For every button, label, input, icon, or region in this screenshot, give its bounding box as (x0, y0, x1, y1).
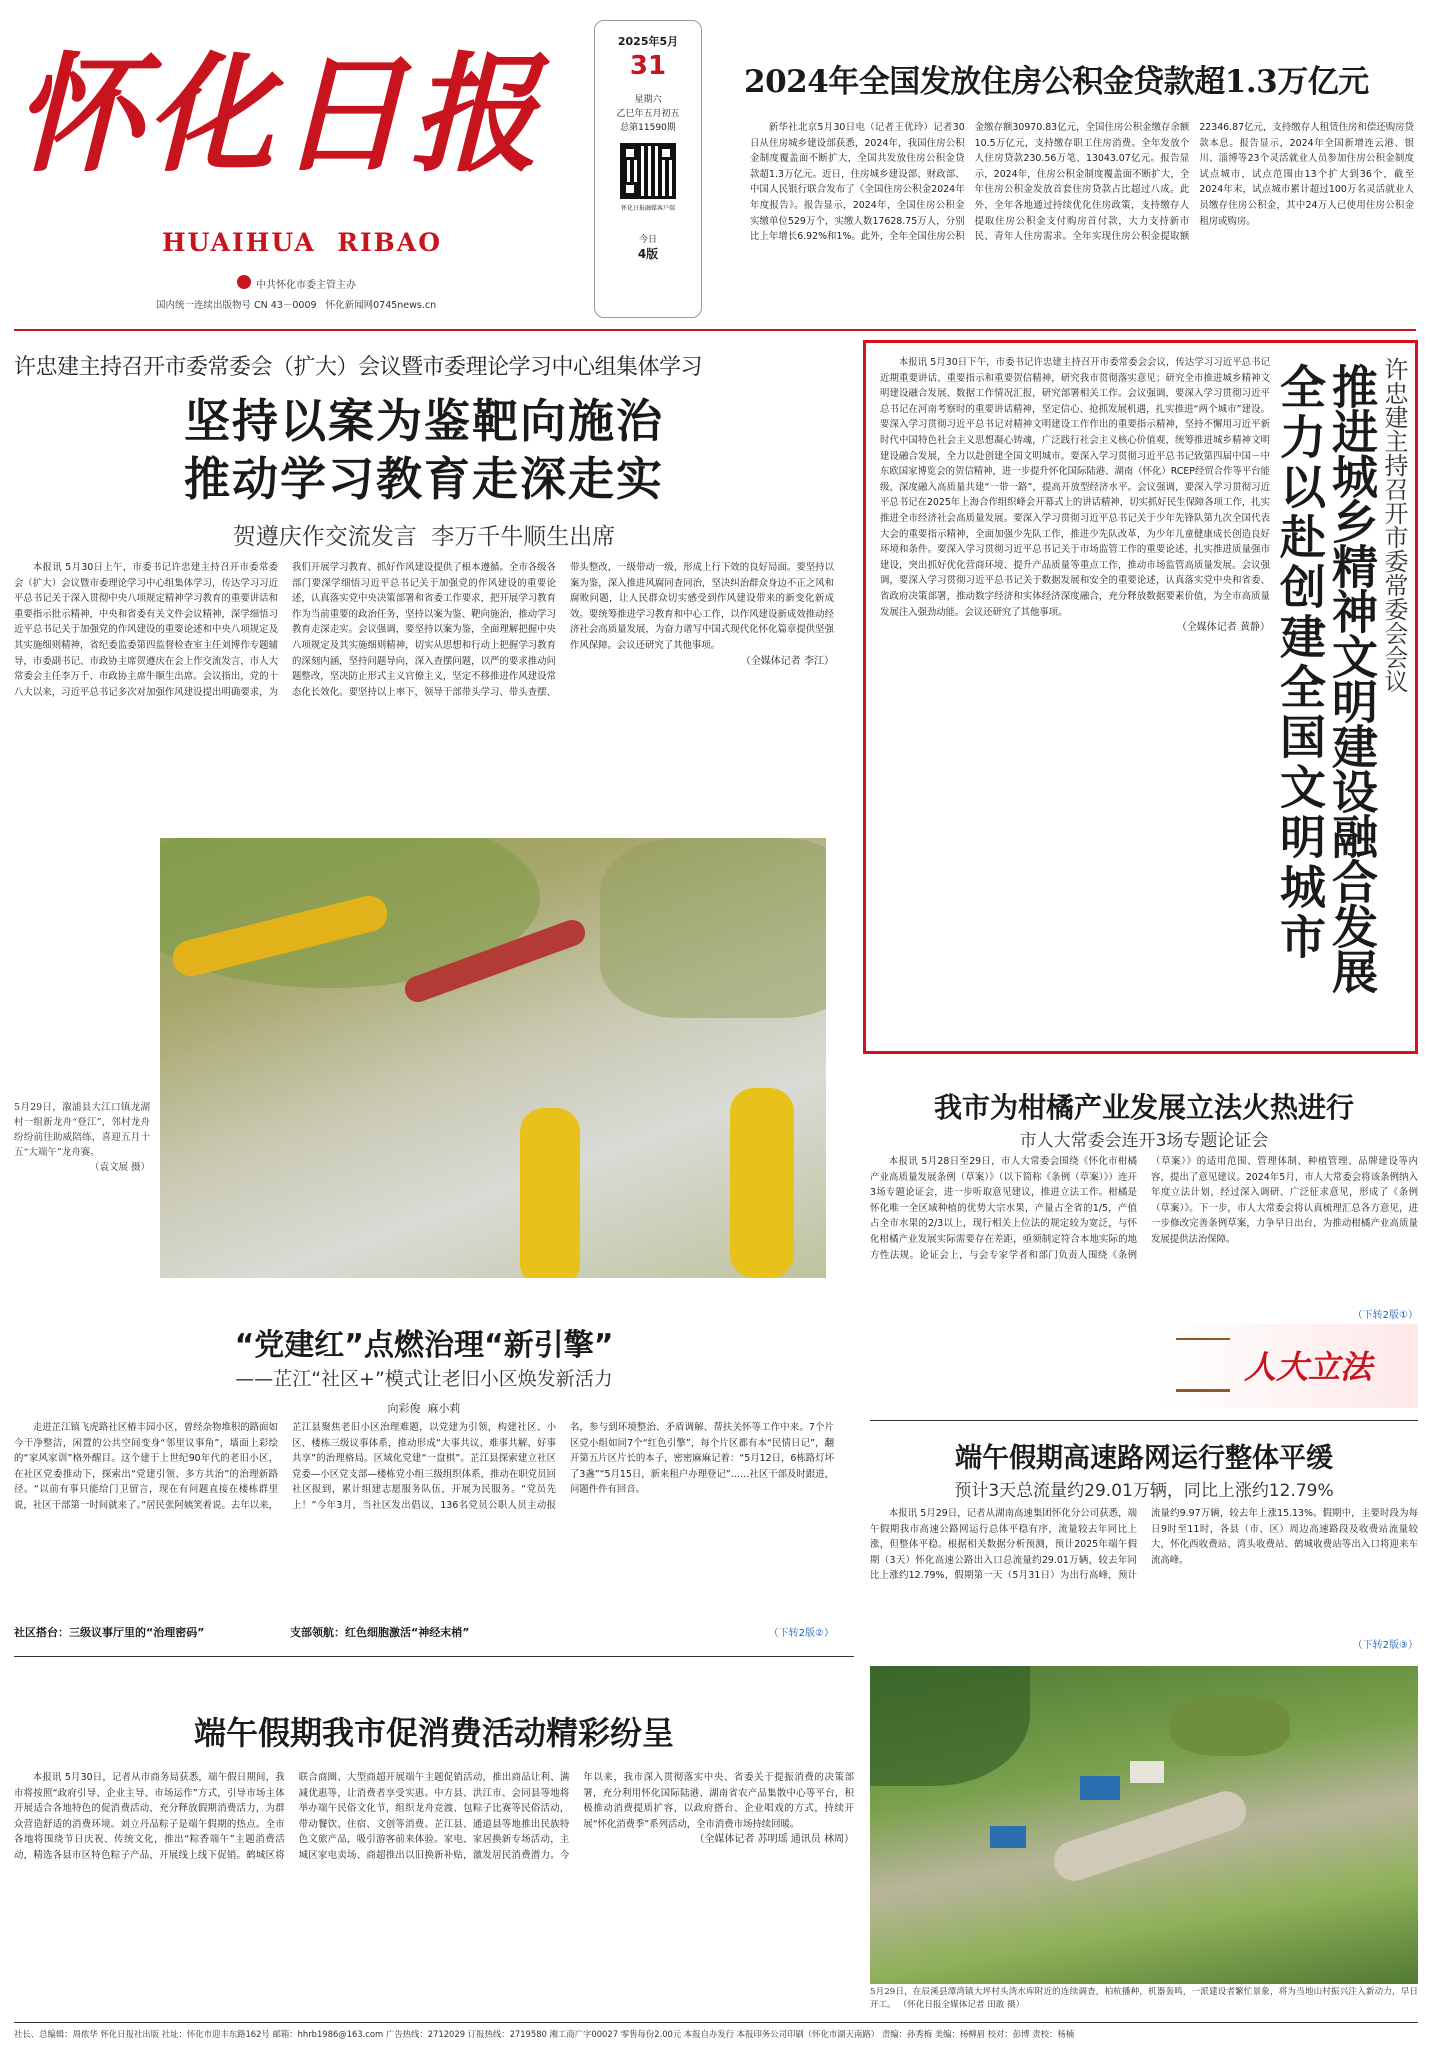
consumption-body (14, 1770, 854, 2014)
newspaper-logo: 怀化日报 (14, 40, 543, 190)
party-subheading-a: 社区搭台：三级议事厅里的“治理密码” (14, 1626, 205, 1639)
highway-continue[interactable]: （下转2版③） (1352, 1640, 1418, 1651)
top-story-headline[interactable]: 2024年全国发放住房公积金贷款超1.3万亿元 (744, 64, 1369, 100)
party-emblem-icon (237, 275, 251, 289)
lead-right-body (880, 355, 1270, 1045)
village-photo (870, 1666, 1418, 1984)
lead-right-kicker: 许忠建主持召开市委常委会会议 (1380, 357, 1408, 693)
footer-divider (14, 2022, 1418, 2023)
village-caption-text: 5月29日，在辰溪县潭湾镇大坪村头湾水库附近的连续调查，柏杭播种，机器轰鸣，一派建设者繁忙景象，将为当地山村振兴注入新动力，早日开工。 (870, 1987, 1418, 2010)
lunar-date: 乙巳年五月初五 (616, 109, 680, 119)
page-count: 4版 (637, 247, 659, 261)
npc-legislation-logo (1160, 1324, 1418, 1408)
divider-citrus (870, 1420, 1418, 1421)
weekday: 星期六 (634, 95, 662, 105)
village-caption (870, 1986, 1418, 2012)
highway-body (870, 1506, 1418, 1636)
party-subheading-b: 支部领航：红色细胞激活“神经末梢” (290, 1626, 470, 1639)
masthead (0, 0, 1430, 326)
masthead-divider (14, 329, 1416, 331)
lead-left-headline-line1: 坚持以案为鉴靶向施治 (184, 394, 664, 448)
lead-right-box (863, 340, 1418, 1054)
party-headline[interactable]: “党建红”点燃治理“新引擎” (234, 1328, 614, 1363)
village-credit: （怀化日报全媒体记者 田敢 摄） (898, 2000, 1025, 2010)
scales-icon (1176, 1338, 1230, 1392)
dragon-boat-caption-text: 5月29日，溆浦县大江口镇龙湖村一组新龙舟“登江”，邻村龙舟纷纷前往助威陪练，喜迎五月十五“大端午”龙舟赛。 (14, 1102, 150, 1158)
issue-number: 总第11590期 (620, 123, 676, 133)
lead-right-headline-line2[interactable]: 全力以赴创建全国文明城市 (1273, 363, 1327, 963)
highway-headline[interactable]: 端午假期高速路网运行整体平缓 (955, 1443, 1333, 1474)
date-day: 31 (629, 51, 667, 81)
party-body (14, 1420, 834, 1624)
citrus-text: 本报讯 5月28日至29日，市人大常委会围绕《怀化市柑橘产业高质量发展条例（草案）》（以下简称《条例（草案）》）连开3场专题论证会，进一步听取意见建议，推进立法工作。柑橘是怀化唯一全区域种植的优势大宗水果，产量占全省的1/5，产值占全市水果的2/3以上，现行相关上位法的规定较为宽泛，与怀化柑橘产业发展实际需要存在差距，亟须制定符合本地实际的地方性法规。论证会上，与会专家学者和部门负责人围绕《条例（草案）》的适用范围、管理体制、种植管理、品牌建设等内容，提出了意见建议。2024年5月，市人大常委会将该条例纳入年度立法计划，经过深入调研、广泛征求意见，形成了《条例（草案）》。下一步，市人大常委会将认真梳理汇总各方意见，进一步修改完善条例草案，力争早日出台，为推动柑橘产业高质量发展提供法治保障。 (870, 1156, 1418, 1261)
issn-line: 国内统一连续出版物号 CN 43－0009 怀化新闻网0745news.cn (156, 300, 437, 311)
divider-consumption (14, 1656, 854, 1657)
lead-left-kicker: 许忠建主持召开市委常委会（扩大）会议暨市委理论学习中心组集体学习 (14, 355, 703, 380)
dragon-boat-credit: （袁文展 摄） (89, 1162, 150, 1173)
party-subhead: ——芷江“社区+”模式让老旧小区焕发新活力 (235, 1368, 613, 1390)
consumption-text: 本报讯 5月30日，记者从市商务局获悉，端午假日期间，我市将按照“政府引导、企业主导、市场运作”方式，引导市场主体开展适合各地特色的促消费活动，充分释放假期消费活力，为群众营造舒适的消费环境。刘立丹品粽子是端午假期的热点。全市各地将围绕节日庆祝、传统文化，推出“粽香端午”主题消费活动，精选各县市区特色粽子产品，开展线上线下促销。鹤城区将联合商圈、大型商超开展端午主题促销活动，推出商品让利、满减优惠等，让消费者享受实惠。中方县、洪江市、会同县等地将举办端午民俗文化节，组织龙舟竞渡、包粽子比赛等民俗活动，带动餐饮、住宿、文创等消费。芷江县、通道县等地推出民族特色文旅产品，吸引游客前来体验。家电、家居换新专场活动，主城区家电卖场、商超推出以旧换新补贴，激发居民消费潜力。今年以来，我市深入贯彻落实中央、省委关于提振消费的决策部署，充分利用怀化国际陆港、湖南省农产品集散中心等平台，积极推动消费提质扩容，以政府搭台、企业唱戏的方式，持续开展“怀化消费季”系列活动，全市消费市场持续回暖。 (14, 1772, 854, 1861)
lead-left-headline-line2: 推动学习教育走深走实 (184, 452, 664, 506)
citrus-continue[interactable]: （下转2版①） (1352, 1310, 1418, 1321)
lead-left-headline[interactable] (14, 392, 834, 508)
qr-code[interactable] (620, 143, 676, 199)
lead-left-byline: （全媒体记者 李江） (740, 655, 834, 667)
lead-left-text: 本报讯 5月30日上午，市委书记许忠建主持召开市委常委会（扩大）会议暨市委理论学习中心组集体学习，传达学习习近平总书记关于深入贯彻中央八项规定精神学习教育的重要讲话和重要指示批示精神，中央和省委有关文件会议精神，深学细悟习近平总书记关于加强党的作风建设的重要论述和中央八项规定及其实施细则精神，省纪委监委第四监督检查室主任刘博作专题辅导，市委副书记、市政协主席贺遵庆在会上作交流发言，市人大常委会主任李万千、市政协主席牛顺生出席。会议指出，党的十八大以来，习近平总书记多次对加强作风建设提出明确要求，为我们开展学习教育、抓好作风建设提供了根本遵循。全市各级各部门要深学细悟习近平总书记关于加强党的作风建设的重要论述，认真落实党中央决策部署和省委工作要求，把开展学习教育作为当前重要的政治任务，坚持以案为鉴、靶向施治，推动学习教育走深走实。会议强调，要坚持以案为鉴，全面理解把握中央八项规定及其实施细则精神，切实从思想和行动上把握学习教育的深刻内涵，坚持问题导向，深入查摆问题，以严的要求推动问题整改，坚决防止形式主义官僚主义，坚定不移推进作风建设常态化长效化。要坚持以上率下，领导干部带头学习、带头查摆、带头整改，一级带动一级，形成上行下效的良好局面。要坚持以案为鉴，深入推进风腐同查同治，坚决纠治群众身边不正之风和腐败问题，让人民群众切实感受到作风建设带来的新变化新成效。要统筹推进学习教育和中心工作，以作风建设新成效推动经济社会高质量发展，为奋力谱写中国式现代化怀化篇章提供坚强作风保障。会议还研究了其他事项。 (14, 562, 834, 698)
pages-label: 今日 (638, 235, 657, 245)
party-continue[interactable]: （下转2版②） (768, 1628, 834, 1639)
date-year-month: 2025年5月 (617, 35, 679, 48)
consumption-byline: （全媒体记者 苏明瑶 通讯员 林周） (694, 1834, 854, 1846)
party-text: 走进芷江镇飞虎路社区椿丰园小区，曾经杂物堆积的路面如今干净整洁，闲置的公共空间变身“邻里议事角”，墙面上彩绘的“家风家训”格外醒目。这个建于上世纪90年代的老旧小区，在社区党委推动下，探索出“党建引领、多方共治”的治理新路径。“以前有事只能给门卫留言，现在有问题直接在楼栋群里说，社区干部第一时间就来了。”居民张阿姨笑着说。去年以来，芷江县聚焦老旧小区治理难题，以党建为引领，构建社区、小区、楼栋三级议事体系，推动形成“大事共议、难事共解、好事共享”的治理格局。区域化党建“一盘棋”。芷江县探索建立社区党委—小区党支部—楼栋党小组三级组织体系，推动在职党员回社区报到，累计组建志愿服务队伍，开展为民服务。“党员先上！”今年3月，当社区发出倡议，136名党员公职人员主动报名，参与到环境整治、矛盾调解、帮扶关怀等工作中来。7个片区党小组如同7个“红色引擎”，每个片区都有本“民情日记”，翻开第五片区片长的本子，密密麻麻记着：“5月12日，6栋路灯坏了3盏”“5月15日，新来租户办理登记”……社区干部及时跟进，问题件件有回音。 (14, 1422, 834, 1511)
date-box (594, 20, 702, 318)
qr-caption: 怀化日报融媒客户端 (620, 205, 675, 212)
top-story-text: 新华社北京5月30日电（记者王优玲）记者30日从住房城乡建设部获悉，2024年，我国住房公积金制度覆盖面不断扩大，全国共发放住房公积金贷款超1.3万亿元。近日，住房城乡建设部、财政部、中国人民银行联合发布了《全国住房公积金2024年年度报告》。报告显示，2024年，全国住房公积金实缴单位529万个，实缴人数17628.75万人，分别比上年增长6.92%和1%。此外，全年全国住房公积金缴存额30970.83亿元，全国住房公积金缴存余额10.5万亿元，支持缴存职工住房消费。全年发放个人住房贷款230.56万笔、13043.07亿元。报告显示，2024年，住房公积金制度覆盖面不断扩大，全年住房公积金发放首套住房贷款占比超过八成。此外，全年各地通过持续优化住房政策，支持缴存人提取住房公积金支付购房首付款，大力支持新市民、青年人住房需求。全年实现住房公积金提取额22346.87亿元，支持缴存人租赁住房和偿还购房贷款本息。报告显示，2024年全国新增连云港、银川、淄博等23个灵活就业人员参加住房公积金制度试点城市，试点范围由13个扩大到36个，截至2024年末，试点城市累计超过100万名灵活就业人员缴存住房公积金，其中24万人已使用住房公积金租房或购房。 (750, 122, 1414, 243)
lead-right-headline-line1[interactable]: 推进城乡精神文明建设融合发展 (1325, 363, 1379, 993)
citrus-headline[interactable]: 我市为柑橘产业发展立法火热进行 (933, 1091, 1354, 1124)
dragon-boat-caption (14, 1100, 150, 1175)
citrus-subhead: 市人大常委会连开3场专题论证会 (1019, 1131, 1269, 1151)
footer-imprint: 社长、总编辑：周侬华 怀化日报社出版 社址：怀化市迎丰东路162号 邮箱：hhrb1986@163.com 广告热线：2712029 订报热线：2719580 湘工商广字00027 零售每份2.00元 本报自办发行 本报印务公司印刷（怀化市湖天南路） 责编：孙秀梅 美编：杨柳眉 校对：彭博 责校：杨楠 (14, 2029, 1075, 2039)
top-story-body (750, 120, 1414, 304)
lead-left-body (14, 560, 834, 796)
highway-subhead: 预计3天总流量约29.01万辆，同比上涨约12.79% (954, 1481, 1334, 1501)
npc-legislation-label: 人大立法 (1244, 1348, 1373, 1386)
lead-right-byline: （全媒体记者 黄静） (1176, 622, 1270, 634)
lead-right-text: 本报讯 5月30日下午，市委书记许忠建主持召开市委常委会会议，传达学习习近平总书记近期重要讲话、重要指示和重要贺信精神，研究我市贯彻落实意见；研究全市推进城乡精神文明建设融合发展、数据工作情况汇报，研究部署相关工作。会议强调，要深入学习贯彻习近平总书记在河南考察时的重要讲话精神，坚定信心、抢抓发展机遇，扎实推进“两个城市”建设。要深入学习贯彻习近平总书记对精神文明建设工作作出的重要指示精神，坚持不懈用习近平新时代中国特色社会主义思想凝心铸魂，广泛践行社会主义核心价值观，统筹推进城乡精神文明建设融合发展，全力以赴创建全国文明城市。要深入学习贯彻习近平总书记致第四届中国－中东欧国家博览会的贺信精神，进一步提升怀化国际陆港、湖南（怀化）RCEP经贸合作等平台能级，深度融入高质量共建“一带一路”，提高开放型经济水平。会议强调，要深入学习贯彻习近平总书记在2025年上海合作组织峰会开幕式上的讲话精神，切实抓好民生保障各项工作，扎实推进全市经济社会高质量发展。要深入学习贯彻习近平总书记关于少年先锋队第九次全国代表大会的重要指示精神，全面加强少先队工作，推进少先队改革，为少年儿童健康成长创造良好环境和条件。要深入学习贯彻习近平总书记关于市场监管工作的重要论述，扎实推进质量强市建设，突出抓好优化营商环境、提升产品质量等重点工作，推动市场监管高质量发展。会议强调，要深入学习贯彻习近平总书记关于数据发展和安全的重要论述，认真落实党中央和省委、省政府决策部署，推动数字经济和实体经济深度融合，充分释放数据要素价值，为全市高质量发展注入强劲动能。会议还研究了其他事项。 (880, 357, 1270, 618)
sponsor-line: 中共怀化市委主管主办 (256, 280, 356, 291)
dragon-boat-photo (160, 838, 826, 1278)
logo-pinyin: HUAIHUA RIBAO (162, 228, 442, 257)
party-author: 向彩俊 麻小莉 (387, 1402, 461, 1415)
lead-left-subhead: 贺遵庆作交流发言 李万千牛顺生出席 (232, 524, 616, 550)
highway-text: 本报讯 5月29日，记者从湖南高速集团怀化分公司获悉，端午假期我市高速公路网运行总体平稳有序，流量较去年同比上涨，但整体平稳。根据相关数据分析预测，预计2025年端午假期（3天）怀化高速公路出入口总流量约29.01万辆，较去年同比上涨约12.79%，假期第一天（5月31日）为出行高峰，预计流量约9.97万辆，较去年上涨15.13%。假期中，主要时段为每日9时至11时，各县（市、区）周边高速路段及收费站流量较大，怀化西收费站、湾头收费站、鹤城收费站等出入口将迎来车流高峰。 (870, 1508, 1418, 1582)
consumption-headline[interactable]: 端午假期我市促消费活动精彩纷呈 (193, 1714, 674, 1752)
